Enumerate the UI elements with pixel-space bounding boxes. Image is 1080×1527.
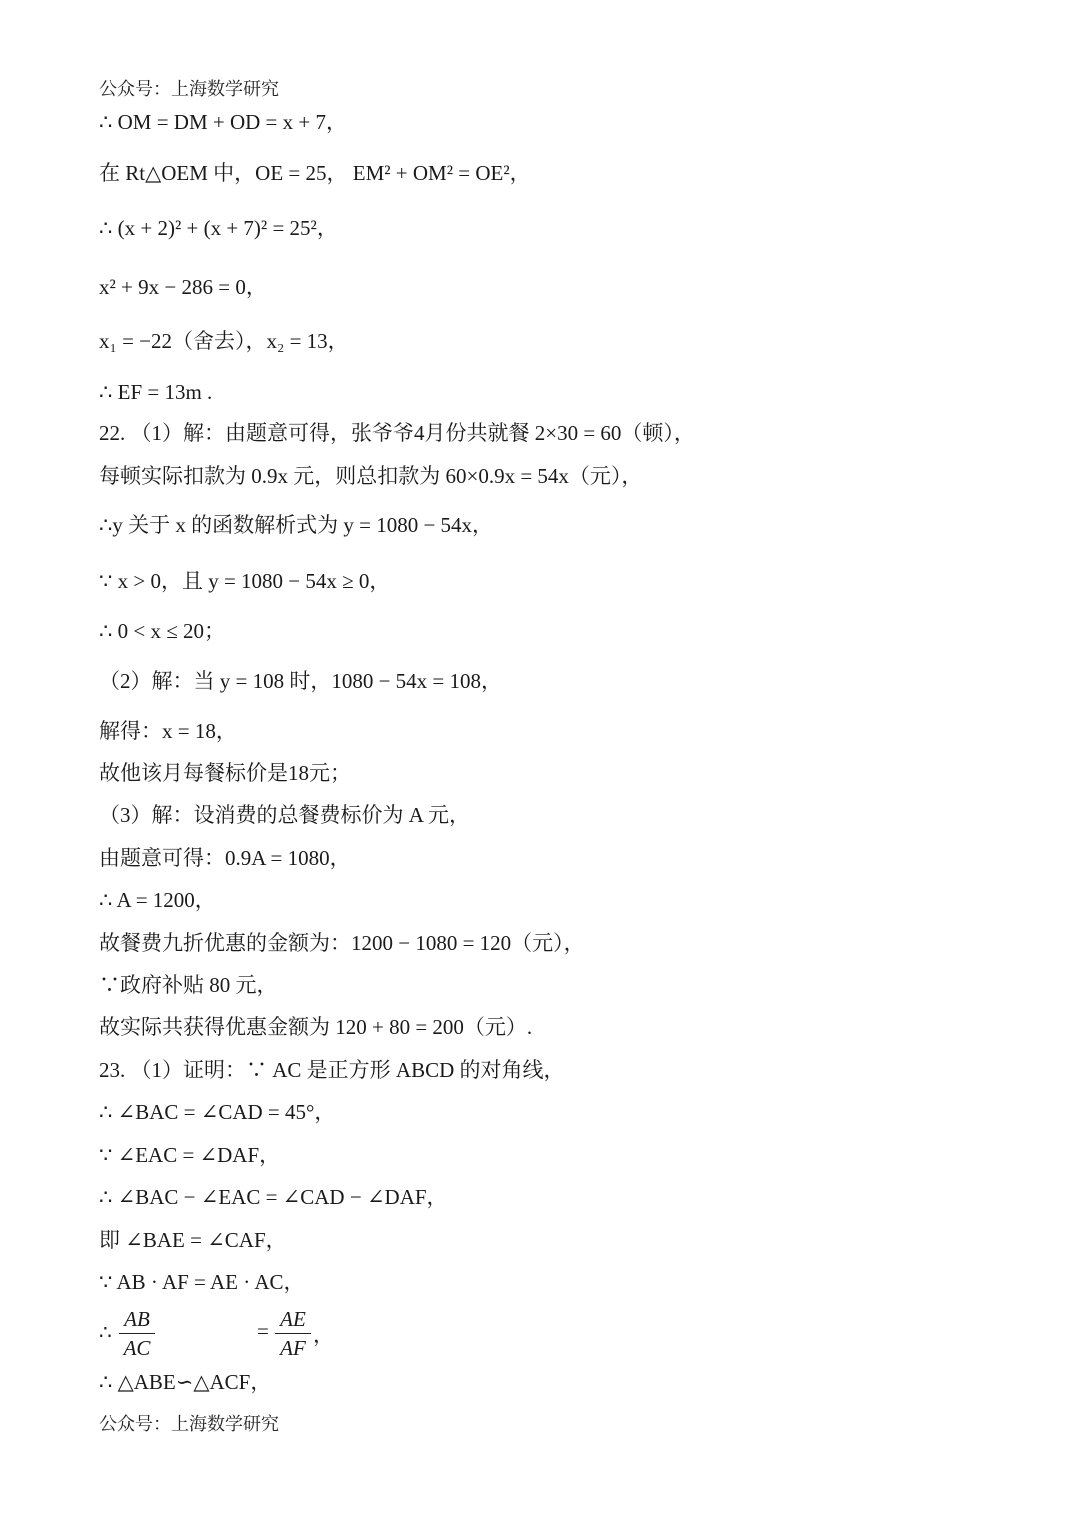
text-line: ∴y 关于 x 的函数解析式为 y = 1080 − 54x， bbox=[99, 513, 494, 537]
text-line: ∵政府补贴 80 元， bbox=[99, 973, 278, 997]
equals-sign: = bbox=[257, 1319, 269, 1343]
left-fraction bbox=[119, 1306, 155, 1361]
text-line: 故实际共获得优惠金额为 120 + 80 = 200（元）. bbox=[99, 1015, 533, 1039]
text-line: ∵ ∠EAC = ∠DAF， bbox=[99, 1143, 281, 1167]
text-line: x₁ = −22（舍去），x₂ = 13， bbox=[99, 329, 349, 353]
text-line: ∴ ∠BAC − ∠EAC = ∠CAD − ∠DAF， bbox=[99, 1185, 448, 1209]
text-line: ∴ EF = 13m . bbox=[99, 380, 213, 404]
text-line: 解得：x = 18， bbox=[99, 719, 237, 743]
question-22-part-3: （3）解：设消费的总餐费标价为 A 元， bbox=[99, 803, 471, 827]
question-22-part-1: 22. （1）解：由题意可得，张爷爷4月份共就餐 2×30 = 60（顿）， bbox=[99, 421, 695, 445]
therefore-symbol: ∴ bbox=[99, 1322, 112, 1344]
text-line: ∴ A = 1200， bbox=[99, 888, 216, 912]
fraction-bar bbox=[275, 1333, 311, 1334]
left-numerator: AB bbox=[124, 1307, 150, 1331]
text-line: 由题意可得：0.9A = 1080， bbox=[99, 846, 351, 870]
question-22-part-2: （2）解：当 y = 108 时，1080 − 54x = 108， bbox=[99, 669, 503, 693]
text-line: 即 ∠BAE = ∠CAF， bbox=[99, 1228, 287, 1252]
question-23-part-1: 23. （1）证明：∵ AC 是正方形 ABCD 的对角线， bbox=[99, 1058, 565, 1082]
page-header: 公众号：上海数学研究 bbox=[99, 79, 279, 100]
text-line: ∴ △ABE∽△ACF， bbox=[99, 1370, 272, 1394]
text-line: ∴ 0 < x ≤ 20； bbox=[99, 619, 225, 643]
right-denominator: AF bbox=[280, 1336, 306, 1360]
text-line: x² + 9x − 286 = 0， bbox=[99, 275, 267, 299]
page-footer: 公众号：上海数学研究 bbox=[99, 1414, 279, 1435]
text-line: ∵ AB · AF = AE · AC， bbox=[99, 1270, 305, 1294]
comma: ， bbox=[313, 1323, 334, 1347]
right-fraction bbox=[275, 1306, 311, 1361]
text-line: 故他该月每餐标价是18元； bbox=[99, 761, 351, 785]
text-line: 在 Rt△OEM 中，OE = 25， EM² + OM² = OE²， bbox=[99, 161, 531, 185]
fraction-bar bbox=[119, 1333, 155, 1334]
text-line: ∴ (x + 2)² + (x + 7)² = 25²， bbox=[99, 216, 338, 240]
text-line: ∵ x > 0，且 y = 1080 − 54x ≥ 0， bbox=[99, 569, 391, 593]
text-line: ∴ OM = DM + OD = x + 7， bbox=[99, 110, 347, 134]
text-line: 故餐费九折优惠的金额为：1200 − 1080 = 120（元）， bbox=[99, 931, 585, 955]
text-line: 每顿实际扣款为 0.9x 元，则总扣款为 60×0.9x = 54x（元）， bbox=[99, 464, 643, 488]
left-denominator: AC bbox=[123, 1336, 151, 1360]
right-numerator: AE bbox=[280, 1307, 306, 1331]
text-line: ∴ ∠BAC = ∠CAD = 45°， bbox=[99, 1100, 336, 1124]
